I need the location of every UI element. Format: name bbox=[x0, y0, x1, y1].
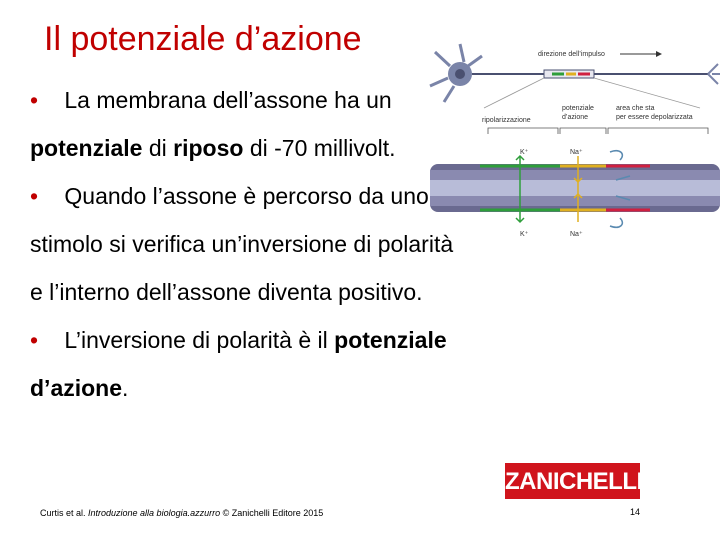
bracket-repolarization bbox=[488, 128, 558, 134]
depolarizing-label-line1: area che sta bbox=[616, 105, 655, 112]
direction-arrow-icon bbox=[656, 51, 662, 57]
bullet-text: . bbox=[122, 375, 129, 401]
bullet-symbol: • bbox=[30, 183, 39, 209]
depolarizing-label-line2: per essere depolarizzata bbox=[616, 114, 693, 121]
bullet-text: L’inversione di polarità è il bbox=[58, 327, 335, 353]
zoom-line bbox=[594, 78, 700, 108]
repolarization-label: ripolarizzazione bbox=[482, 117, 531, 124]
publisher-logo-text: ZANICHELLI bbox=[505, 468, 643, 495]
bullet-text: di bbox=[142, 135, 174, 161]
action-potential-label-line1: potenziale bbox=[562, 105, 594, 112]
citation bbox=[40, 508, 323, 518]
zoom-line bbox=[484, 78, 544, 108]
citation-suffix: © Zanichelli Editore 2015 bbox=[220, 508, 324, 518]
bullet-symbol: • bbox=[30, 87, 39, 113]
ion-label-k-bottom: K⁺ bbox=[520, 231, 529, 238]
bullet-item bbox=[30, 172, 460, 316]
bullet-text-bold: potenziale bbox=[30, 135, 143, 161]
action-potential-label-line2: d’azione bbox=[562, 114, 589, 121]
bullet-text-bold: potenziale d’azione bbox=[30, 327, 447, 401]
ion-label-k-top: K⁺ bbox=[520, 149, 529, 156]
bullet-text: di -70 millivolt. bbox=[243, 135, 396, 161]
ion-label-na-top: Na⁺ bbox=[570, 149, 583, 156]
citation-title: Introduzione alla biologia.azzurro bbox=[88, 508, 221, 518]
citation-prefix: Curtis et al. bbox=[40, 508, 89, 518]
slide-body bbox=[30, 76, 460, 412]
bullet-text: Quando l’assone è percorso da uno stimolo si verifica un’inversione di polarità e l’interno dell’assone diventa positivo. bbox=[30, 183, 454, 305]
bullet-item bbox=[30, 76, 460, 172]
axon-tube bbox=[430, 156, 720, 222]
bullet-item bbox=[30, 316, 460, 412]
ion-label-na-bottom: Na⁺ bbox=[570, 231, 583, 238]
axon-diagram bbox=[420, 30, 720, 255]
bullet-text: La membrana dell’assone ha un bbox=[58, 87, 392, 113]
bracket-depolarizing bbox=[608, 128, 708, 134]
slide-title: Il potenziale d’azione bbox=[44, 20, 362, 58]
publisher-logo bbox=[505, 463, 643, 499]
bullet-symbol: • bbox=[30, 327, 39, 353]
direction-label: direzione dell’impulso bbox=[538, 51, 605, 58]
bracket-action-potential bbox=[560, 128, 606, 134]
bullet-text-bold: riposo bbox=[173, 135, 244, 161]
page-number: 14 bbox=[630, 507, 641, 517]
